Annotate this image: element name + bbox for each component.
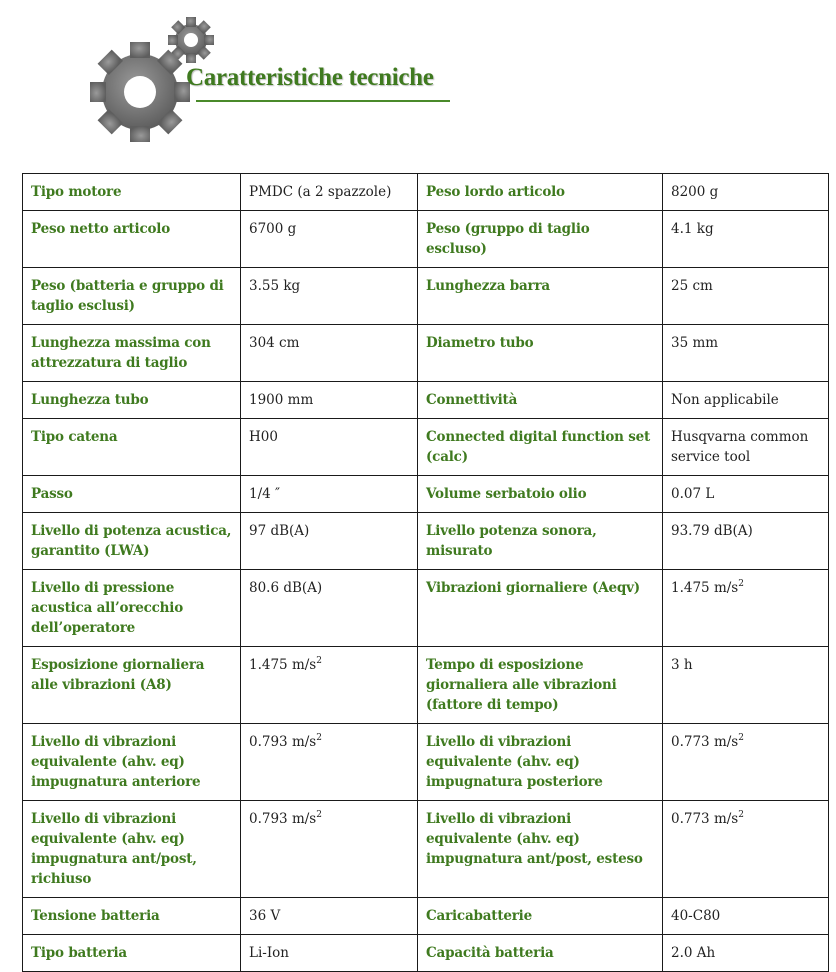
spec-value: [663, 476, 829, 513]
spec-label: [418, 513, 663, 570]
spec-label: [23, 513, 241, 570]
spec-value: [241, 268, 418, 325]
spec-label: [23, 174, 241, 211]
spec-value-text: 304 cm: [249, 335, 300, 351]
unit-exponent: 2: [316, 732, 322, 743]
spec-value: [241, 801, 418, 898]
table-row: [23, 211, 829, 268]
table-row: [23, 935, 829, 972]
spec-value-text: Non applicabile: [671, 392, 779, 408]
spec-label: [418, 724, 663, 801]
spec-label-text: Diametro tubo: [426, 335, 534, 351]
table-row: [23, 476, 829, 513]
spec-label: [23, 801, 241, 898]
title-underline: [196, 100, 450, 102]
spec-label: [418, 898, 663, 935]
spec-label: [23, 647, 241, 724]
table-row: [23, 419, 829, 476]
spec-label-text: Peso netto articolo: [31, 221, 171, 237]
spec-label-text: Caricabatterie: [426, 908, 532, 924]
spec-label-text: Capacità batteria: [426, 945, 554, 961]
spec-value: [241, 211, 418, 268]
spec-label-text: Livello di vibrazioni equivalente (ahv. eq) impugnatura posteriore: [426, 734, 603, 790]
spec-value-text: 0.773 m/s: [671, 811, 739, 827]
unit-exponent: 2: [738, 809, 744, 820]
table-row: [23, 325, 829, 382]
spec-label: [23, 211, 241, 268]
spec-value: [663, 647, 829, 724]
spec-label-text: Tipo batteria: [31, 945, 127, 961]
spec-value: [663, 211, 829, 268]
spec-value: [663, 898, 829, 935]
spec-value-text: 36 V: [249, 908, 281, 924]
spec-value-text: 1.475 m/s: [249, 657, 317, 673]
spec-label-text: Tipo catena: [31, 429, 118, 445]
page-title: Caratteristiche tecniche: [186, 64, 434, 91]
spec-value: [663, 382, 829, 419]
spec-value: [663, 724, 829, 801]
spec-label: [23, 570, 241, 647]
spec-label: [23, 724, 241, 801]
spec-value-text: 0.07 L: [671, 486, 715, 502]
spec-value-text: 93.79 dB(A): [671, 523, 753, 539]
spec-label-text: Livello di vibrazioni equivalente (ahv. eq) impugnatura ant/post, richiuso: [31, 811, 197, 887]
header: [0, 0, 836, 160]
spec-label: [23, 935, 241, 972]
spec-label: [418, 325, 663, 382]
spec-label-text: Peso (batteria e gruppo di taglio esclusi): [31, 278, 224, 314]
table-row: [23, 724, 829, 801]
table-row: [23, 513, 829, 570]
spec-label-text: Esposizione giornaliera alle vibrazioni (A8): [31, 657, 205, 693]
spec-value-text: 80.6 dB(A): [249, 580, 323, 596]
spec-label: [418, 382, 663, 419]
spec-value: [663, 801, 829, 898]
spec-label: [23, 382, 241, 419]
spec-label-text: Tensione batteria: [31, 908, 160, 924]
table-row: [23, 647, 829, 724]
spec-label-text: Tipo motore: [31, 184, 122, 200]
spec-value-text: 2.0 Ah: [671, 945, 716, 961]
spec-value-text: 1900 mm: [249, 392, 314, 408]
spec-value: [663, 570, 829, 647]
spec-label-text: Livello di vibrazioni equivalente (ahv. eq) impugnatura anteriore: [31, 734, 201, 790]
spec-value-text: 97 dB(A): [249, 523, 310, 539]
spec-value: [241, 325, 418, 382]
table-row: [23, 898, 829, 935]
spec-label: [418, 174, 663, 211]
spec-value: [241, 935, 418, 972]
spec-label-text: Lunghezza massima con attrezzatura di taglio: [31, 335, 211, 371]
spec-label-text: Connected digital function set (calc): [426, 429, 651, 465]
spec-value-text: PMDC (a 2 spazzole): [249, 184, 392, 200]
spec-value: [663, 268, 829, 325]
spec-label: [23, 268, 241, 325]
spec-label-text: Livello di vibrazioni equivalente (ahv. eq) impugnatura ant/post, esteso: [426, 811, 643, 867]
spec-value: [241, 419, 418, 476]
spec-label: [418, 476, 663, 513]
spec-label-text: Lunghezza tubo: [31, 392, 149, 408]
spec-value: [241, 570, 418, 647]
spec-value: [241, 647, 418, 724]
table-row: [23, 801, 829, 898]
spec-label: [418, 935, 663, 972]
table-row: [23, 570, 829, 647]
spec-value: [663, 174, 829, 211]
unit-exponent: 2: [738, 732, 744, 743]
spec-label: [23, 476, 241, 513]
spec-value: [663, 513, 829, 570]
table-row: [23, 268, 829, 325]
spec-label: [418, 801, 663, 898]
spec-value-text: 3.55 kg: [249, 278, 301, 294]
spec-value-text: Husqvarna common service tool: [671, 429, 809, 465]
spec-label-text: Connettività: [426, 392, 518, 408]
spec-value-text: 40-C80: [671, 908, 721, 924]
spec-value-text: 1.475 m/s: [671, 580, 739, 596]
spec-value: [241, 724, 418, 801]
spec-label-text: Livello potenza sonora, misurato: [426, 523, 597, 559]
spec-value: [241, 476, 418, 513]
spec-value: [241, 174, 418, 211]
spec-label-text: Livello di pressione acustica all’orecchio dell’operatore: [31, 580, 184, 636]
spec-value: [663, 325, 829, 382]
spec-label: [418, 268, 663, 325]
spec-value-text: 0.793 m/s: [249, 811, 317, 827]
spec-value-text: H00: [249, 429, 278, 445]
spec-label: [418, 419, 663, 476]
spec-value: [241, 898, 418, 935]
spec-value-text: 0.773 m/s: [671, 734, 739, 750]
spec-label-text: Volume serbatoio olio: [426, 486, 587, 502]
spec-value-text: 1/4 ″: [249, 486, 281, 502]
spec-value: [241, 382, 418, 419]
spec-label: [23, 325, 241, 382]
spec-label-text: Livello di potenza acustica, garantito (LWA): [31, 523, 232, 559]
spec-value-text: 0.793 m/s: [249, 734, 317, 750]
spec-value-text: 4.1 kg: [671, 221, 714, 237]
spec-label-text: Lunghezza barra: [426, 278, 550, 294]
spec-label-text: Vibrazioni giornaliere (Aeqv): [426, 580, 640, 596]
spec-value-text: 35 mm: [671, 335, 719, 351]
spec-label: [418, 211, 663, 268]
spec-label: [418, 570, 663, 647]
spec-label: [23, 898, 241, 935]
unit-exponent: 2: [316, 809, 322, 820]
spec-value: [663, 419, 829, 476]
spec-value-text: 25 cm: [671, 278, 713, 294]
spec-value: [241, 513, 418, 570]
unit-exponent: 2: [316, 655, 322, 666]
spec-label-text: Peso lordo articolo: [426, 184, 565, 200]
table-row: [23, 382, 829, 419]
unit-exponent: 2: [738, 578, 744, 589]
spec-value-text: 8200 g: [671, 184, 719, 200]
spec-value-text: Li-Ion: [249, 945, 289, 961]
spec-label-text: Tempo di esposizione giornaliera alle vibrazioni (fattore di tempo): [426, 657, 617, 713]
spec-value: [663, 935, 829, 972]
table-row: [23, 174, 829, 211]
spec-value-text: 3 h: [671, 657, 693, 673]
specs-table: [22, 173, 829, 972]
spec-label: [418, 647, 663, 724]
spec-value-text: 6700 g: [249, 221, 297, 237]
spec-label-text: Passo: [31, 486, 73, 502]
spec-label: [23, 419, 241, 476]
spec-label-text: Peso (gruppo di taglio escluso): [426, 221, 590, 257]
